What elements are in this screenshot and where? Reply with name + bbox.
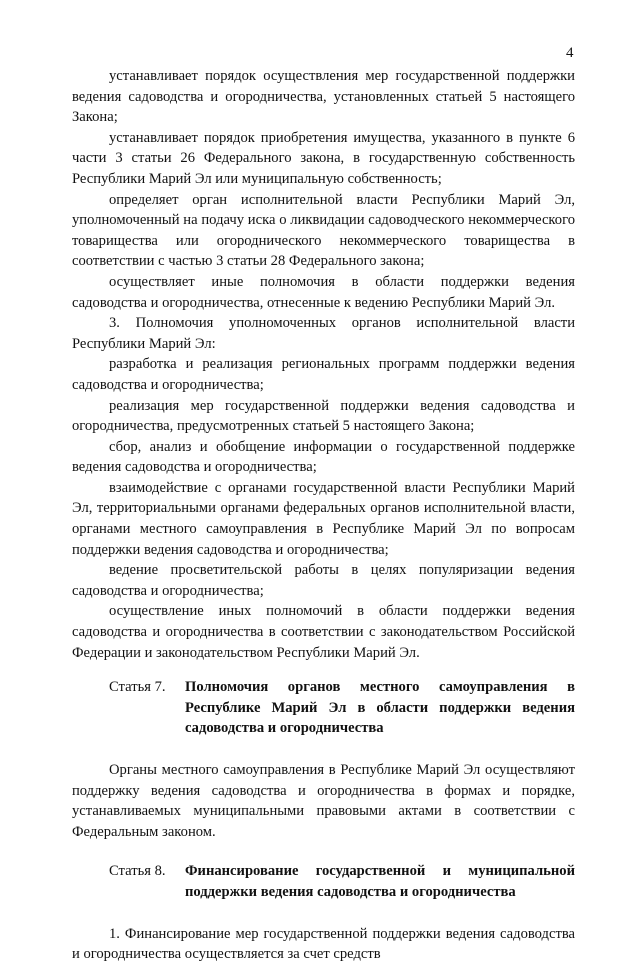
paragraph: устанавливает порядок осуществления мер государственной поддержки ведения садоводства и огородничества, установленных статьей 5 настоящего Закона;: [72, 68, 575, 126]
article-8-heading: [72, 861, 575, 902]
paragraph: реализация мер государственной поддержки ведения садоводства и огородничества, предусмотренных статьей 5 настоящего Закона;: [72, 397, 575, 435]
document-body: [72, 66, 575, 965]
page-number: 4: [566, 45, 574, 61]
paragraph: разработка и реализация региональных программ поддержки ведения садоводства и огородничества;: [72, 356, 575, 393]
paragraph: взаимодействие с органами государственной власти Республики Марий Эл, территориальными органами федеральных органов исполнительной власти, органами местного самоуправления в Республике Марий Эл по вопросам поддержки ведения садоводства и огородничества;: [72, 479, 575, 558]
article-8-number: Статья 8.: [109, 863, 166, 880]
paragraph: ведение просветительской работы в целях популяризации ведения садоводства и огородничества;: [72, 562, 575, 599]
paragraph: сбор, анализ и обобщение информации о государственной поддержке ведения садоводства и огородничества;: [72, 438, 575, 476]
paragraph: определяет орган исполнительной власти Республики Марий Эл, уполномоченный на подачу иска о ликвидации садоводческого некоммерческого товарищества или огороднического некоммерческого товарищества в соответствии с частью 3 статьи 28 Федерального закона;: [72, 191, 575, 270]
paragraph: устанавливает порядок приобретения имущества, указанного в пункте 6 части 3 статьи 26 Федерального закона, в государственную собственность Республики Марий Эл или муниципальную собственность;: [72, 129, 575, 187]
paragraph: осуществляет иные полномочия в области поддержки ведения садоводства и огородничества, отнесенные к ведению Республики Марий Эл.: [72, 273, 575, 311]
article-7-title: Полномочия органов местного самоуправления в Республике Марий Эл в области поддержки ведения садоводства и огородничества: [185, 679, 575, 737]
article-7-number: Статья 7.: [109, 679, 166, 696]
section-3-heading: 3. Полномочия уполномоченных органов исполнительной власти Республики Марий Эл:: [72, 315, 575, 352]
article-7-heading: [72, 677, 575, 739]
paragraph: осуществление иных полномочий в области поддержки ведения садоводства и огородничества в соответствии с законодательством Российской Федерации и законодательством Республики Марий Эл.: [72, 603, 575, 661]
article-7-body: Органы местного самоуправления в Республике Марий Эл осуществляют поддержку ведения садоводства и огородничества в формах и порядке, устанавливаемых муниципальными правовыми актами в соответствии с Федеральным законом.: [72, 762, 575, 840]
article-8-body: 1. Финансирование мер государственной поддержки ведения садоводства и огородничества осуществляется за счет средств: [72, 925, 575, 963]
article-8-title: Финансирование государственной и муниципальной поддержки ведения садоводства и огородничества: [185, 863, 575, 900]
